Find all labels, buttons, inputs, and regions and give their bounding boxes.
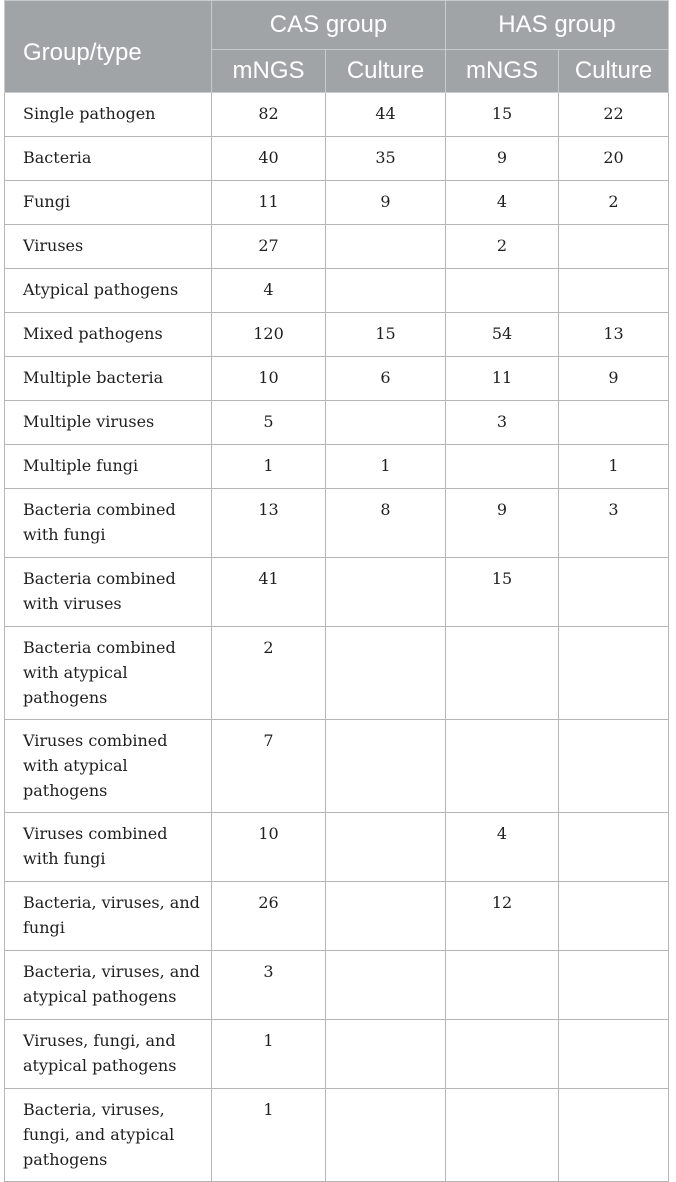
cas-culture-cell <box>326 882 446 951</box>
cas-mngs-cell: 13 <box>212 489 326 558</box>
header-cas-mngs: mNGS <box>212 50 326 93</box>
pathogen-table <box>4 0 669 1182</box>
row-label: Bacteria, viruses, and atypical pathogens <box>5 951 212 1020</box>
cas-mngs-cell: 1 <box>212 1020 326 1089</box>
cas-mngs-cell: 10 <box>212 357 326 401</box>
has-mngs-cell: 9 <box>446 489 559 558</box>
cas-culture-cell <box>326 951 446 1020</box>
has-mngs-cell <box>446 445 559 489</box>
cas-mngs-cell: 2 <box>212 627 326 720</box>
row-label: Viruses <box>5 225 212 269</box>
has-mngs-cell: 54 <box>446 313 559 357</box>
cas-mngs-cell: 7 <box>212 720 326 813</box>
has-mngs-cell: 4 <box>446 181 559 225</box>
cas-culture-cell: 6 <box>326 357 446 401</box>
header-has-mngs: mNGS <box>446 50 559 93</box>
has-mngs-cell: 3 <box>446 401 559 445</box>
cas-culture-cell <box>326 558 446 627</box>
cas-mngs-cell: 41 <box>212 558 326 627</box>
has-culture-cell: 3 <box>559 489 669 558</box>
table-row <box>5 181 669 225</box>
row-label: Viruses combined with atypical pathogens <box>5 720 212 813</box>
has-mngs-cell: 15 <box>446 93 559 137</box>
table-row <box>5 313 669 357</box>
table-row <box>5 489 669 558</box>
cas-mngs-cell: 1 <box>212 445 326 489</box>
row-label: Multiple fungi <box>5 445 212 489</box>
cas-culture-cell: 15 <box>326 313 446 357</box>
row-label: Viruses, fungi, and atypical pathogens <box>5 1020 212 1089</box>
has-mngs-cell: 2 <box>446 225 559 269</box>
cas-culture-cell <box>326 401 446 445</box>
table-row <box>5 269 669 313</box>
header-cas-culture: Culture <box>326 50 446 93</box>
cas-mngs-cell: 82 <box>212 93 326 137</box>
cas-mngs-cell: 11 <box>212 181 326 225</box>
table-row <box>5 137 669 181</box>
table-row <box>5 720 669 813</box>
cas-culture-cell <box>326 1020 446 1089</box>
cas-culture-cell <box>326 720 446 813</box>
has-culture-cell <box>559 269 669 313</box>
has-culture-cell: 13 <box>559 313 669 357</box>
cas-mngs-cell: 120 <box>212 313 326 357</box>
header-group-type: Group/type <box>5 1 212 93</box>
cas-mngs-cell: 10 <box>212 813 326 882</box>
cas-mngs-cell: 26 <box>212 882 326 951</box>
has-mngs-cell: 15 <box>446 558 559 627</box>
cas-mngs-cell: 5 <box>212 401 326 445</box>
has-culture-cell: 9 <box>559 357 669 401</box>
cas-culture-cell <box>326 813 446 882</box>
header-has-culture: Culture <box>559 50 669 93</box>
table-body <box>5 93 669 1182</box>
has-culture-cell <box>559 720 669 813</box>
row-label: Bacteria combined with fungi <box>5 489 212 558</box>
table-row <box>5 93 669 137</box>
table-row <box>5 627 669 720</box>
has-culture-cell <box>559 627 669 720</box>
row-label: Fungi <box>5 181 212 225</box>
cas-mngs-cell: 27 <box>212 225 326 269</box>
has-mngs-cell: 9 <box>446 137 559 181</box>
table-row <box>5 401 669 445</box>
row-label: Multiple viruses <box>5 401 212 445</box>
has-mngs-cell <box>446 951 559 1020</box>
cas-culture-cell: 1 <box>326 445 446 489</box>
row-label: Viruses combined with fungi <box>5 813 212 882</box>
row-label: Bacteria, viruses, fungi, and atypical pathogens <box>5 1089 212 1182</box>
table-row <box>5 445 669 489</box>
has-culture-cell <box>559 225 669 269</box>
has-mngs-cell <box>446 627 559 720</box>
has-culture-cell <box>559 813 669 882</box>
row-label: Bacteria combined with viruses <box>5 558 212 627</box>
has-mngs-cell: 12 <box>446 882 559 951</box>
cas-culture-cell <box>326 225 446 269</box>
table-row <box>5 558 669 627</box>
table-row <box>5 357 669 401</box>
row-label: Single pathogen <box>5 93 212 137</box>
has-culture-cell <box>559 401 669 445</box>
cas-culture-cell: 44 <box>326 93 446 137</box>
has-mngs-cell <box>446 720 559 813</box>
has-culture-cell <box>559 558 669 627</box>
has-culture-cell: 2 <box>559 181 669 225</box>
row-label: Mixed pathogens <box>5 313 212 357</box>
has-culture-cell <box>559 951 669 1020</box>
row-label: Atypical pathogens <box>5 269 212 313</box>
has-culture-cell: 20 <box>559 137 669 181</box>
table-header <box>5 1 669 93</box>
cas-mngs-cell: 40 <box>212 137 326 181</box>
row-label: Bacteria <box>5 137 212 181</box>
has-culture-cell: 22 <box>559 93 669 137</box>
table-row <box>5 813 669 882</box>
has-mngs-cell <box>446 1020 559 1089</box>
cas-mngs-cell: 1 <box>212 1089 326 1182</box>
has-culture-cell <box>559 882 669 951</box>
table-row <box>5 951 669 1020</box>
header-has-group: HAS group <box>446 1 669 50</box>
row-label: Bacteria combined with atypical pathogens <box>5 627 212 720</box>
table-row <box>5 225 669 269</box>
cas-culture-cell: 35 <box>326 137 446 181</box>
cas-culture-cell: 8 <box>326 489 446 558</box>
cas-culture-cell <box>326 627 446 720</box>
has-mngs-cell <box>446 269 559 313</box>
has-culture-cell: 1 <box>559 445 669 489</box>
has-culture-cell <box>559 1020 669 1089</box>
cas-culture-cell <box>326 269 446 313</box>
table-row <box>5 882 669 951</box>
row-label: Multiple bacteria <box>5 357 212 401</box>
table-row <box>5 1020 669 1089</box>
cas-culture-cell: 9 <box>326 181 446 225</box>
has-mngs-cell: 4 <box>446 813 559 882</box>
cas-mngs-cell: 4 <box>212 269 326 313</box>
cas-mngs-cell: 3 <box>212 951 326 1020</box>
row-label: Bacteria, viruses, and fungi <box>5 882 212 951</box>
has-mngs-cell: 11 <box>446 357 559 401</box>
header-cas-group: CAS group <box>212 1 446 50</box>
